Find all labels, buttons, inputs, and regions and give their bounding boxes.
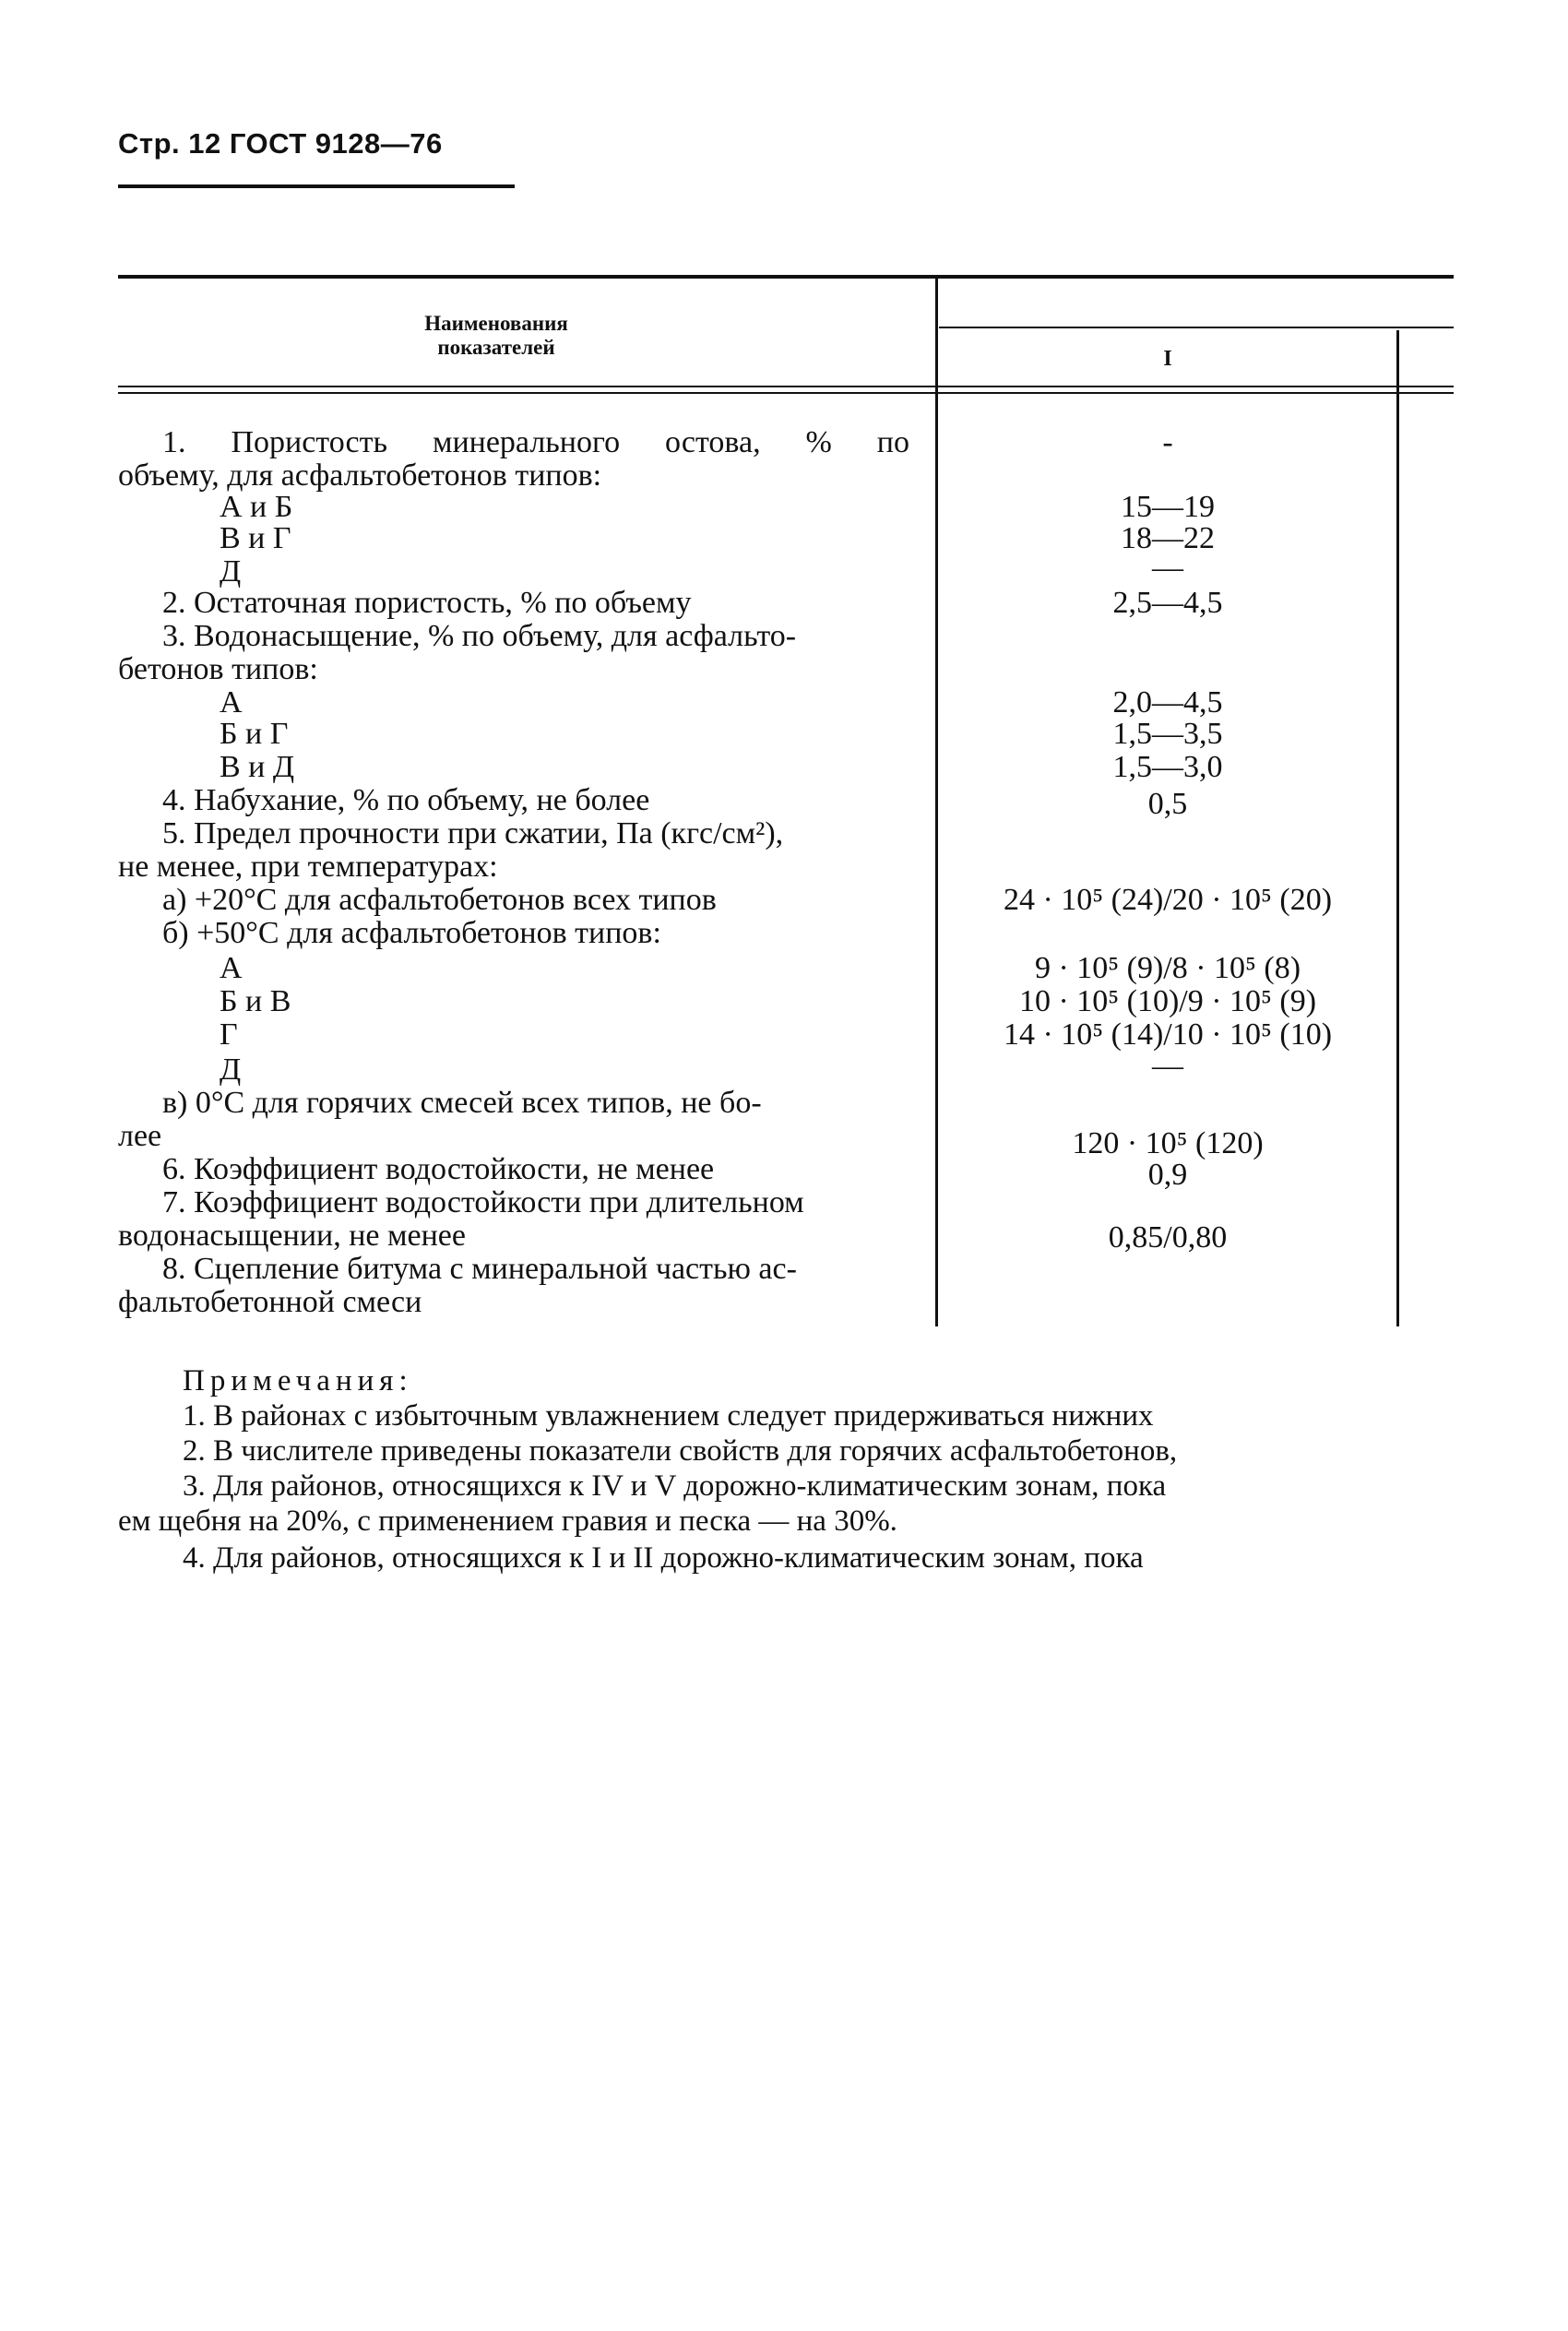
row-name-26: фальтобетонной смеси [118,1285,422,1319]
row-value-19: — [1152,1049,1183,1083]
row-value-2: 15—19 [1121,490,1215,524]
row-value-10: 1,5—3,0 [1112,750,1223,784]
header-bottom-rule-2 [118,392,1454,394]
row-value-21: 120 · 10⁵ (120) [1072,1126,1264,1160]
row-name-6: 3. Водонасыщение, % по объему, для асфальто- [162,619,797,653]
table-top-rule [118,275,1454,279]
row-name-24: водонасыщении, не менее [118,1219,466,1253]
row-name-23: 7. Коэффициент водостойкости при длительном [162,1185,804,1219]
col-header-i: I [1163,347,1172,371]
row-name-0: 1. Пористость минерального остова, % по [162,425,909,459]
note-line-1: 1. В районах с избыточным увлажнением следует придерживаться нижних [183,1399,1154,1433]
row-name-2: А и Б [220,490,293,524]
row-value-8: 2,0—4,5 [1112,685,1223,720]
notes-title: Примечания: [183,1364,413,1397]
row-value-3: 18—22 [1121,521,1215,555]
row-name-25: 8. Сцепление битума с минеральной частью ас- [162,1252,797,1286]
row-name-11: 4. Набухание, % по объему, не более [162,783,650,817]
note-line-3: 3. Для районов, относящихся к IV и V дорожно-климатическим зонам, пока [183,1469,1167,1503]
row-name-8: А [220,685,243,720]
row-value-18: 14 · 10⁵ (14)/10 · 10⁵ (10) [1003,1017,1333,1052]
row-name-14: а) +20°С для асфальтобетонов всех типов [162,883,717,917]
header-rule [118,184,515,188]
note-line-5: 4. Для районов, относящихся к I и II дорожно-климатическим зонам, пока [183,1541,1144,1575]
header-sub-rule [939,327,1454,328]
row-value-24: 0,85/0,80 [1108,1220,1228,1255]
note-line-2: 2. В числителе приведены показатели свойств для горячих асфальтобетонов, [183,1434,1178,1468]
properties-table [118,275,1454,1326]
row-value-0: - [1162,425,1173,459]
row-name-1: объему, для асфальтобетонов типов: [118,458,602,493]
row-name-10: В и Д [220,750,295,784]
row-name-17: Б и В [220,984,291,1018]
row-name-21: лее [118,1119,162,1153]
col-header-name [303,312,690,360]
row-name-9: Б и Г [220,717,289,751]
row-name-4: Д [220,554,242,589]
row-value-22: 0,9 [1147,1158,1188,1192]
table-col-divider-right [1396,330,1399,1326]
header-bottom-rule-1 [118,386,1454,387]
row-name-13: не менее, при температурах: [118,850,498,884]
note-line-4: ем щебня на 20%, с применением гравия и песка — на 30%. [118,1504,897,1538]
page-header: Стр. 12 ГОСТ 9128—76 [118,127,443,160]
row-name-18: Г [220,1017,238,1052]
col-header-name-line1: Наименования [424,312,568,335]
row-value-11: 0,5 [1147,787,1188,821]
row-value-16: 9 · 10⁵ (9)/8 · 10⁵ (8) [1034,951,1301,985]
row-name-7: бетонов типов: [118,652,318,686]
row-name-5: 2. Остаточная пористость, % по объему [162,586,692,620]
row-name-22: 6. Коэффициент водостойкости, не менее [162,1152,715,1186]
row-name-15: б) +50°С для асфальтобетонов типов: [162,916,661,950]
row-name-3: В и Г [220,521,291,555]
row-name-19: Д [220,1053,242,1087]
row-value-17: 10 · 10⁵ (10)/9 · 10⁵ (9) [1018,984,1317,1018]
row-value-14: 24 · 10⁵ (24)/20 · 10⁵ (20) [1003,883,1333,917]
row-value-4: — [1152,551,1183,585]
row-value-9: 1,5—3,5 [1112,717,1223,751]
row-value-5: 2,5—4,5 [1112,586,1223,620]
row-name-20: в) 0°С для горячих смесей всех типов, не бо- [162,1086,762,1120]
col-header-name-line2: показателей [437,336,555,359]
row-name-12: 5. Предел прочности при сжатии, Па (кгс/см²), [162,816,784,850]
row-name-16: А [220,951,243,985]
